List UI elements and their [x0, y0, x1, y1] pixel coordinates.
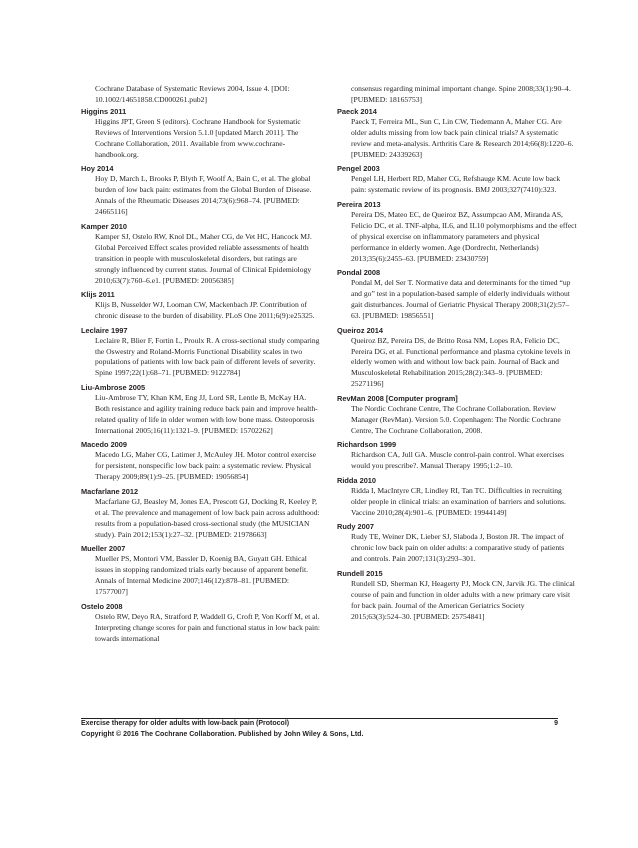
reference-entry — [337, 163, 577, 196]
footer-copyright: Copyright © 2016 The Cochrane Collaboration. Published by John Wiley & Sons, Ltd. — [81, 731, 364, 738]
reference-text: Pereira DS, Mateo EC, de Queiroz BZ, Assumpcao AM, Miranda AS, Felicio DC, et al. TNF-alpha, IL6, and IL10 polymorphisms and the effect of physical exercise on inflammatory parameters and physical performance in elderly women. Age (Dordrecht, Netherlands) 2013;35(6):2455–63. [PUBMED: 23430759] — [351, 209, 577, 263]
reference-entry — [337, 521, 577, 565]
reference-text: Rundell SD, Sherman KJ, Heagerty PJ, Mock CN, Jarvik JG. The clinical course of pain and function in older adults with a new primary care visit for back pain. Journal of the American Geriatrics Society 2015;63(3):524–30. [PUBMED: 25754841] — [351, 578, 575, 621]
reference-entry — [337, 199, 577, 265]
reference-text: Macfarlane GJ, Beasley M, Jones EA, Prescott GJ, Docking R, Keeley P, et al. The prevalence and management of low back pain across adulthood: results from a population-based cross-sectional study (the MUSICIAN study). Pain 2012;153(1):27–32. [PUBMED: 21978663] — [95, 496, 320, 539]
reference-entry — [81, 486, 321, 541]
reference-continuation: Cochrane Database of Systematic Reviews 2004, Issue 4. [DOI: 10.1002/14651858.CD000261.pub2] — [95, 84, 290, 104]
reference-id: Richardson 1999 — [337, 440, 397, 450]
reference-id: Macedo 2009 — [81, 440, 128, 450]
reference-id: Leclaire 1997 — [81, 325, 128, 335]
reference-id: Klijs 2011 — [81, 290, 115, 300]
reference-text: Kamper SJ, Ostelo RW, Knol DL, Maher CG, de Vet HC, Hancock MJ. Global Perceived Effect scales provided reliable assessments of health transition in people with musculoskeletal disorders, but ratings are strongly influenced by current status. Journal of Clinical Epidemiology 2010;63(7):760–6.e1. [PUBMED: 20056385] — [95, 231, 312, 285]
reference-entry — [337, 267, 577, 322]
reference-entry — [337, 325, 577, 391]
reference-entry — [337, 439, 577, 472]
reference-id: Rudy 2007 — [337, 522, 374, 532]
reference-text: Rudy TE, Weiner DK, Lieber SJ, Slaboda J, Boston JR. The impact of chronic low back pain on older adults: a comparative study of patients and controls. Pain 2007;131(3):293–301. — [351, 532, 565, 564]
page-number: 9 — [554, 720, 558, 727]
reference-entry — [337, 106, 577, 161]
footer-title: Exercise therapy for older adults with low-back pain (Protocol) — [81, 720, 290, 727]
reference-text: Queiroz BZ, Pereira DS, de Britto Rosa NM, Lopes RA, Felicio DC, Pereira DG, et al. Functional performance and plasma cytokine levels in elderly women with and without low back pain. Journal of Back and Musculoskeletal Rehabilitation 2015;28(2):343–9. [PUBMED: 25271196] — [351, 335, 571, 389]
reference-id: Pereira 2013 — [337, 199, 381, 209]
reference-entry — [81, 382, 321, 437]
reference-text: Mueller PS, Montori VM, Bassler D, Koenig BA, Guyatt GH. Ethical issues in stopping randomized trials early because of apparent benefit. Annals of Internal Medicine 2007;146(12):878–81. [PUBMED: 17577007] — [95, 554, 308, 597]
reference-id: Paeck 2014 — [337, 106, 377, 116]
reference-id: RevMan 2008 [Computer program] — [337, 393, 458, 403]
reference-entry — [337, 393, 577, 437]
reference-entry — [81, 289, 321, 322]
reference-id: Ridda 2010 — [337, 475, 377, 485]
reference-text: Pondal M, del Ser T. Normative data and determinants for the timed “up and go” test in a population-based sample of elderly individuals without gait disturbances. Journal of Geriatric Physical Therapy 2008;31(2):57–63. [PUBMED: 19856551] — [351, 278, 571, 321]
reference-id: Liu-Ambrose 2005 — [81, 382, 146, 392]
reference-id: Hoy 2014 — [81, 164, 114, 174]
reference-id: Mueller 2007 — [81, 544, 126, 554]
reference-entry — [81, 543, 321, 598]
reference-entry — [81, 106, 321, 161]
footer-title-line — [81, 719, 558, 729]
reference-column-right — [337, 84, 577, 623]
reference-id: Pengel 2003 — [337, 164, 380, 174]
reference-continuation: consensus regarding minimal important change. Spine 2008;33(1):90–4. [PUBMED: 18165753] — [351, 84, 571, 104]
reference-text: Ridda I, MacIntyre CR, Lindley RI, Tan TC. Difficulties in recruiting older people in clinical trials: an examination of barriers and solutions. Vaccine 2010;28(4):901–6. [PUBMED: 19944149] — [351, 485, 566, 517]
reference-text: Pengel LH, Herbert RD, Maher CG, Refshauge KM. Acute low back pain: systematic review of its prognosis. BMJ 2003;327(7410):323. — [351, 174, 561, 195]
reference-text: Paeck T, Ferreira ML, Sun C, Lin CW, Tiedemann A, Maher CG. Are older adults missing from low back pain clinical trials? A systematic review and meta-analysis. Arthritis Care & Research 2014;66(8):1220–6. [PUBMED: 24339263] — [351, 116, 574, 159]
reference-text: Hoy D, March L, Brooks P, Blyth F, Woolf A, Bain C, et al. The global burden of low back pain: estimates from the Global Burden of Disease. Annals of the Rheumatic Diseases 2014;73(6):968–74. [PUBMED: 24665116] — [95, 174, 312, 217]
reference-text: Liu-Ambrose TY, Khan KM, Eng JJ, Lord SR, Lentle B, McKay HA. Both resistance and agility training reduce back pain and improve health-related quality of life in older women with low bone mass. Osteoporosis International 2005;16(11):1321–9. [PUBMED: 15702262] — [95, 392, 318, 435]
reference-text: Higgins JPT, Green S (editors). Cochrane Handbook for Systematic Reviews of Interventions Version 5.1.0 [updated March 2011]. The Cochrane Collaboration, 2011. Available from www.cochrane-handbook.org. — [95, 116, 301, 159]
reference-entry — [337, 475, 577, 519]
reference-text: Leclaire R, Blier F, Fortin L, Proulx R. A cross-sectional study comparing the Oswestry and Roland-Morris Functional Disability scales in two populations of patients with low back pain of different levels of severity. Spine 1997;22(1):68–71. [PUBMED: 9122784] — [95, 335, 320, 378]
reference-entry — [81, 221, 321, 287]
reference-id: Kamper 2010 — [81, 221, 128, 231]
reference-entry — [81, 601, 321, 645]
reference-text: Ostelo RW, Deyo RA, Stratford P, Waddell G, Croft P, Von Korff M, et al. Interpreting change scores for pain and functional status in low back pain: towards international — [95, 611, 320, 643]
reference-id: Pondal 2008 — [337, 268, 381, 278]
reference-entry — [337, 568, 577, 623]
reference-id: Rundell 2015 — [337, 568, 383, 578]
reference-text: The Nordic Cochrane Centre, The Cochrane Collaboration. Review Manager (RevMan). Version 5.0. Copenhagen: The Nordic Cochrane Centre, The Cochrane Collaboration, 2008. — [351, 403, 561, 435]
reference-column-left — [81, 84, 321, 645]
reference-text: Klijs B, Nusselder WJ, Looman CW, Mackenbach JP. Contribution of chronic disease to the burden of disability. PLoS One 2011;6(9):e25325. — [95, 300, 315, 321]
reference-text: Richardson CA, Jull GA. Muscle control-pain control. What exercises would you prescribe?. Manual Therapy 1995;1:2–10. — [351, 450, 565, 471]
reference-entry — [81, 163, 321, 218]
reference-text: Macedo LG, Maher CG, Latimer J, McAuley JH. Motor control exercise for persistent, nonspecific low back pain: a systematic review. Physical Therapy 2009;89(1):9–25. [PUBMED: 19056854] — [95, 450, 317, 482]
reference-id: Queiroz 2014 — [337, 325, 384, 335]
reference-entry — [81, 439, 321, 483]
reference-entry — [81, 325, 321, 380]
reference-id: Macfarlane 2012 — [81, 486, 139, 496]
reference-id: Higgins 2011 — [81, 106, 127, 116]
reference-id: Ostelo 2008 — [81, 601, 123, 611]
